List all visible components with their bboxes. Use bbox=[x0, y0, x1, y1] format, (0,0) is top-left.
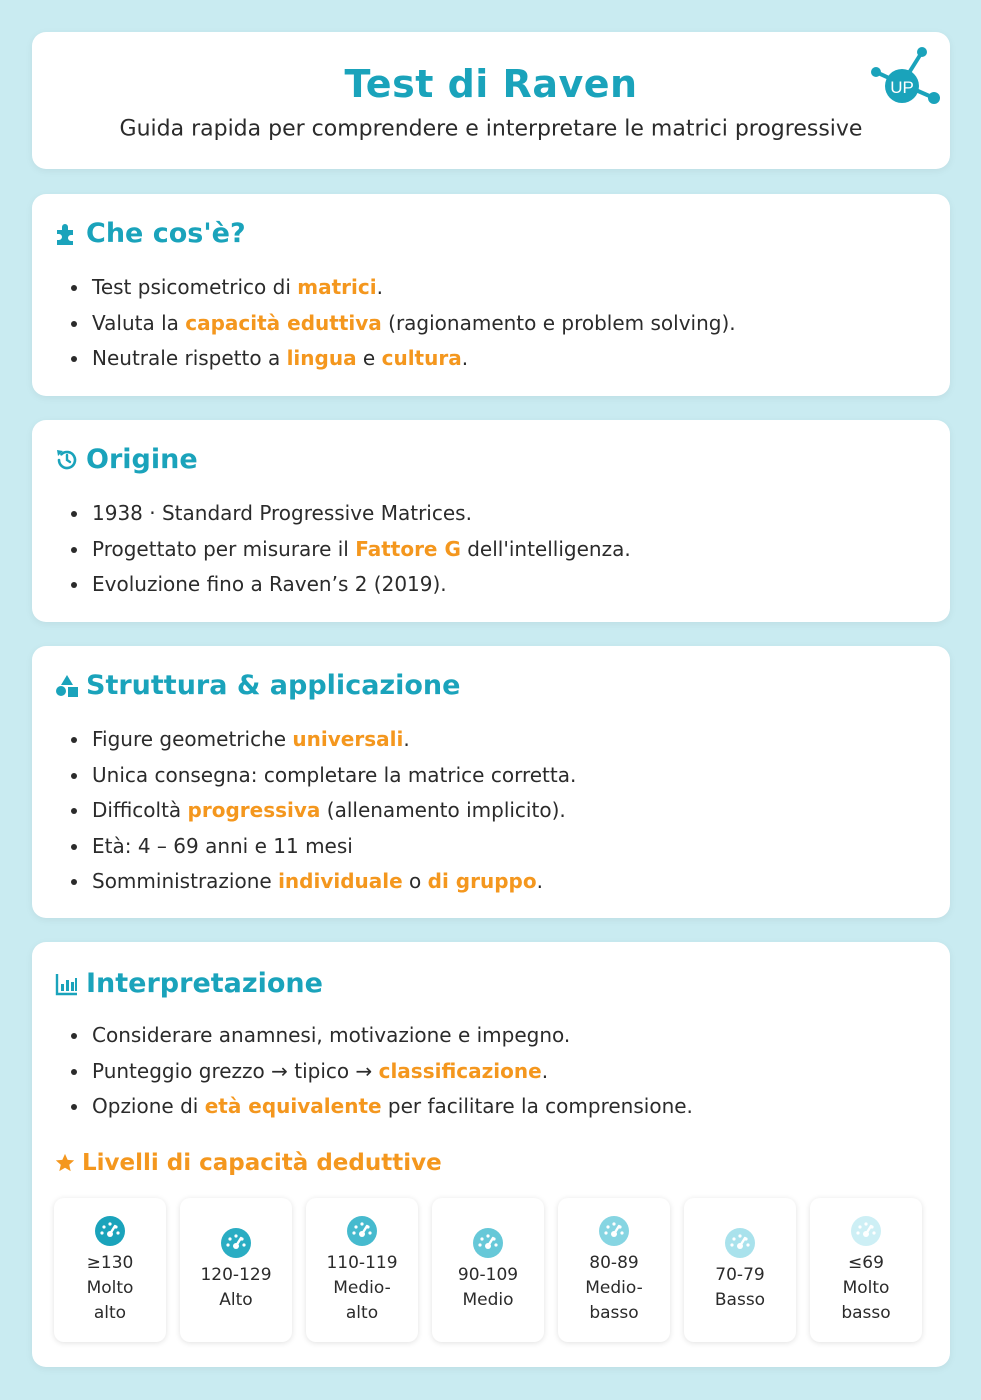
gauge-icon bbox=[724, 1227, 756, 1259]
section-interpretation-title: Interpretazione bbox=[86, 968, 323, 999]
level-label: Molto alto bbox=[86, 1277, 134, 1323]
list-item: Figure geometriche universali. bbox=[92, 722, 576, 758]
section-interpretation bbox=[32, 942, 950, 1367]
list-item: Età: 4 – 69 anni e 11 mesi bbox=[92, 829, 576, 865]
section-structure-list bbox=[92, 722, 576, 900]
section-structure-title: Struttura & applicazione bbox=[86, 670, 461, 701]
shapes-icon bbox=[54, 673, 80, 699]
level-range: ≤69 bbox=[848, 1252, 884, 1273]
puzzle-icon bbox=[54, 221, 80, 247]
level-range: 120-129 bbox=[200, 1265, 272, 1285]
section-structure bbox=[32, 646, 950, 918]
level-range: ≥130 bbox=[86, 1252, 134, 1273]
section-interpretation-list bbox=[92, 1018, 693, 1125]
level-range: 80-89 bbox=[589, 1252, 639, 1273]
section-what-list bbox=[92, 270, 736, 377]
bar-chart-icon bbox=[54, 971, 80, 997]
list-item: Test psicometrico di matrici. bbox=[92, 270, 736, 306]
level-label: Alto bbox=[219, 1290, 253, 1310]
section-what-title: Che cos'è? bbox=[86, 218, 246, 249]
gauge-icon bbox=[220, 1227, 252, 1259]
level-card bbox=[558, 1198, 670, 1342]
page-title: Test di Raven bbox=[344, 62, 638, 106]
list-item: Progettato per misurare il Fattore G dell'intelligenza. bbox=[92, 532, 631, 568]
gauge-icon bbox=[598, 1215, 630, 1247]
list-item: Evoluzione fino a Raven’s 2 (2019). bbox=[92, 567, 631, 603]
history-icon bbox=[54, 447, 80, 473]
section-origin-title-row bbox=[54, 444, 198, 475]
level-label: Medio bbox=[462, 1290, 514, 1310]
level-card bbox=[180, 1198, 292, 1342]
levels-title-row bbox=[54, 1150, 442, 1176]
gauge-icon bbox=[472, 1227, 504, 1259]
gauge-icon bbox=[94, 1215, 126, 1247]
section-what-title-row bbox=[54, 218, 246, 249]
star-icon bbox=[54, 1152, 76, 1174]
levels-title: Livelli di capacità deduttive bbox=[82, 1150, 442, 1176]
up-logo-icon bbox=[870, 40, 940, 110]
level-label: Medio- basso bbox=[585, 1277, 643, 1323]
gauge-icon bbox=[850, 1215, 882, 1247]
level-range: 110-119 bbox=[326, 1252, 398, 1273]
list-item: Opzione di età equivalente per facilitare la comprensione. bbox=[92, 1089, 693, 1125]
levels-row bbox=[54, 1198, 922, 1342]
level-label: Molto basso bbox=[841, 1277, 891, 1323]
list-item: 1938 · Standard Progressive Matrices. bbox=[92, 496, 631, 532]
level-card bbox=[810, 1198, 922, 1342]
list-item: Valuta la capacità eduttiva (ragionamento e problem solving). bbox=[92, 306, 736, 342]
level-range: 90-109 bbox=[457, 1265, 519, 1285]
section-origin-title: Origine bbox=[86, 444, 198, 475]
list-item: Neutrale rispetto a lingua e cultura. bbox=[92, 341, 736, 377]
gauge-icon bbox=[346, 1215, 378, 1247]
page-subtitle: Guida rapida per comprendere e interpretare le matrici progressive bbox=[119, 116, 863, 142]
list-item: Punteggio grezzo → tipico → classificazione. bbox=[92, 1054, 693, 1090]
level-card bbox=[432, 1198, 544, 1342]
header-card bbox=[32, 32, 950, 169]
section-interpretation-title-row bbox=[54, 968, 323, 999]
level-label: Medio- alto bbox=[333, 1277, 391, 1323]
level-card bbox=[306, 1198, 418, 1342]
level-card bbox=[684, 1198, 796, 1342]
section-structure-title-row bbox=[54, 670, 460, 701]
level-label: Basso bbox=[714, 1290, 766, 1310]
section-origin-list bbox=[92, 496, 631, 603]
list-item: Difficoltà progressiva (allenamento implicito). bbox=[92, 793, 576, 829]
section-what bbox=[32, 194, 950, 396]
logo-text: UP bbox=[890, 78, 914, 97]
list-item: Somministrazione individuale o di gruppo. bbox=[92, 864, 576, 900]
list-item: Unica consegna: completare la matrice corretta. bbox=[92, 758, 576, 794]
list-item: Considerare anamnesi, motivazione e impegno. bbox=[92, 1018, 693, 1054]
section-origin bbox=[32, 420, 950, 622]
level-card bbox=[54, 1198, 166, 1342]
level-range: 70-79 bbox=[715, 1265, 765, 1285]
